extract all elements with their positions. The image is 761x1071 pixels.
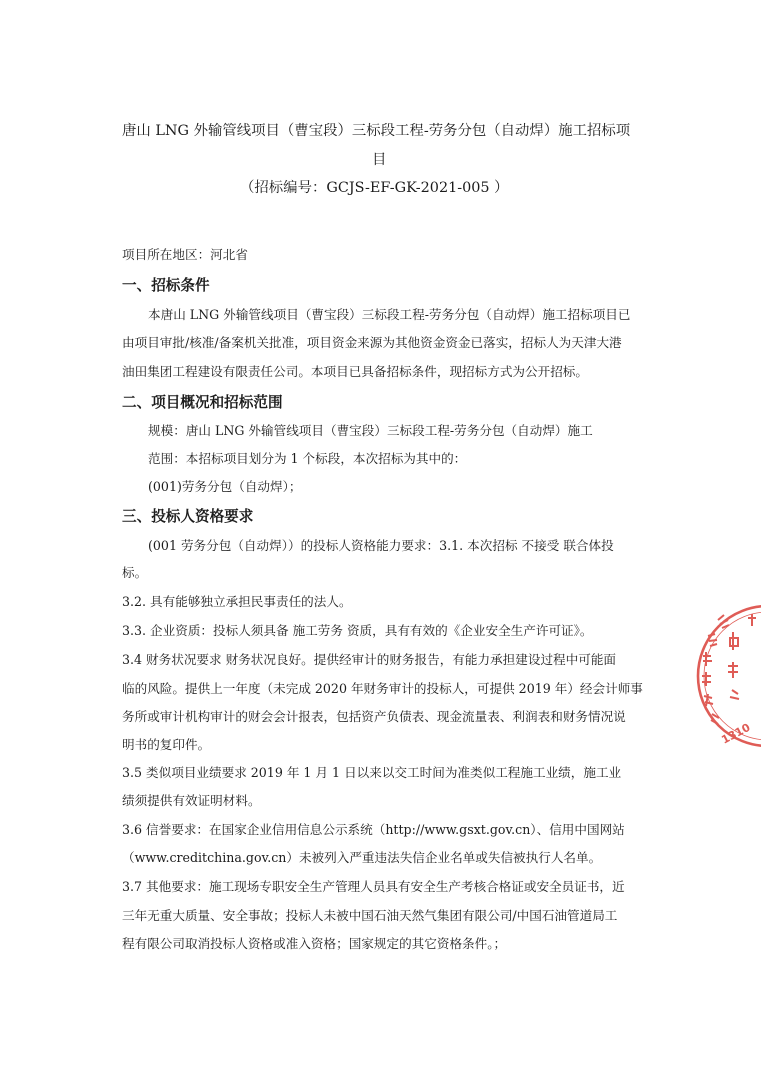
section-heading-bid-conditions: 一、招标条件	[122, 277, 210, 294]
paragraph-line: 三年无重大质量、安全事故；投标人未被中国石油天然气集团有限公司/中国石油管道局工	[122, 908, 618, 923]
title-line-1: 唐山 LNG 外输管线项目（曹宝段）三标段工程-劳务分包（自动焊）施工招标项	[122, 123, 631, 139]
paragraph-line: 绩须提供有效证明材料。	[122, 793, 261, 808]
paragraph-line: （www.creditchina.gov.cn）未被列入严重违法失信企业名单或失信被执行人名单。	[122, 850, 602, 865]
paragraph-line: 3.4 财务状况要求 财务状况良好。提供经审计的财务报告，有能力承担建设过程中可能面	[122, 652, 617, 667]
paragraph-line: 3.6 信誉要求：在国家企业信用信息公示系统（http://www.gsxt.gov.cn）、信用中国网站	[122, 822, 625, 837]
paragraph-line: 标。	[122, 565, 148, 580]
paragraph-line: 规模：唐山 LNG 外输管线项目（曹宝段）三标段工程-劳务分包（自动焊）施工	[148, 423, 593, 438]
paragraph-line: 明书的复印件。	[122, 737, 211, 752]
paragraph-line: 3.5 类似项目业绩要求 2019 年 1 月 1 日以来以交工时间为准类似工程施工业绩，施工业	[122, 765, 622, 780]
paragraph-line: 临的风险。提供上一年度（未完成 2020 年财务审计的投标人，可提供 2019 年）经会计师事	[122, 681, 643, 696]
paragraph-line: 3.2. 具有能够独立承担民事责任的法人。	[122, 594, 352, 609]
paragraph-line: 3.3. 企业资质：投标人须具备 施工劳务 资质，具有有效的《企业安全生产许可证》。	[122, 623, 593, 638]
paragraph-line: 务所或审计机构审计的财会会计报表，包括资产负债表、现金流量表、利润表和财务情况说	[122, 709, 626, 724]
paragraph-line: 程有限公司取消投标人资格或准入资格；国家规定的其它资格条件。；	[122, 936, 507, 951]
paragraph-line: 由项目审批/核准/备案机关批准，项目资金来源为其他资金资金已落实，招标人为天津大港	[122, 335, 622, 350]
seal-number: 1310	[719, 720, 753, 747]
official-seal	[688, 598, 761, 758]
bid-number: （招标编号：GCJS-EF-GK-2021-005 ）	[240, 180, 509, 196]
paragraph-line: 范围：本招标项目划分为 1 个标段，本次招标为其中的：	[148, 451, 467, 466]
title-line-2: 目	[372, 152, 387, 168]
section-heading-project-overview: 二、项目概况和招标范围	[122, 394, 283, 411]
seal-lettering-marks	[702, 614, 756, 724]
section-heading-bidder-qualification: 三、投标人资格要求	[122, 508, 254, 525]
paragraph-line: (001 劳务分包（自动焊））的投标人资格能力要求：3.1. 本次招标 不接受 联合体投	[148, 538, 614, 553]
paragraph-line: (001)劳务分包（自动焊）；	[148, 479, 302, 494]
paragraph-line: 3.7 其他要求：施工现场专职安全生产管理人员具有安全生产考核合格证或安全员证书，近	[122, 879, 625, 894]
paragraph-line: 本唐山 LNG 外输管线项目（曹宝段）三标段工程-劳务分包（自动焊）施工招标项目已	[148, 307, 631, 322]
paragraph-line: 油田集团工程建设有限责任公司。本项目已具备招标条件，现招标方式为公开招标。	[122, 364, 588, 379]
project-region: 项目所在地区：河北省	[122, 247, 248, 262]
